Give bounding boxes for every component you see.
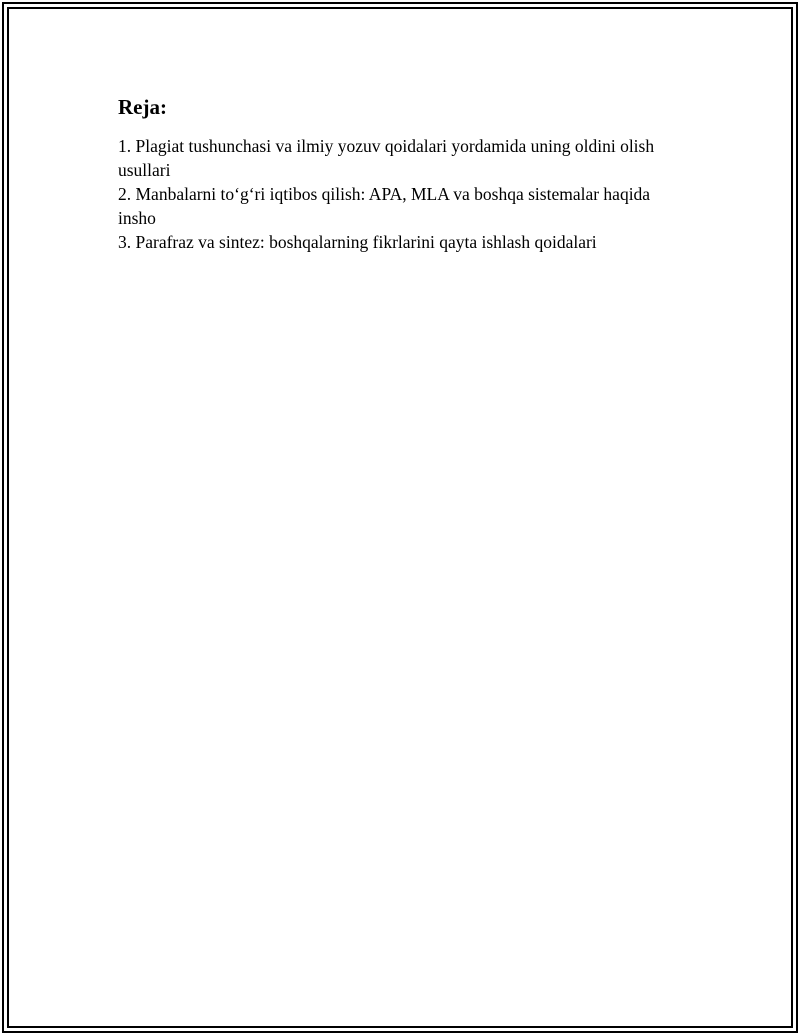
plan-heading: Reja:	[118, 95, 167, 119]
plan-item-3: 3. Parafraz va sintez: boshqalarning fikrlarini qayta ishlash qoidalari	[118, 232, 597, 252]
plan-item-2: 2. Manbalarni to‘g‘ri iqtibos qilish: APA, MLA va boshqa sistemalar haqida insho	[118, 184, 651, 228]
document-body	[118, 94, 688, 254]
plan-item-1: 1. Plagiat tushunchasi va ilmiy yozuv qoidalari yordamida uning oldini olish usullari	[118, 136, 655, 180]
plan-list	[118, 134, 688, 254]
